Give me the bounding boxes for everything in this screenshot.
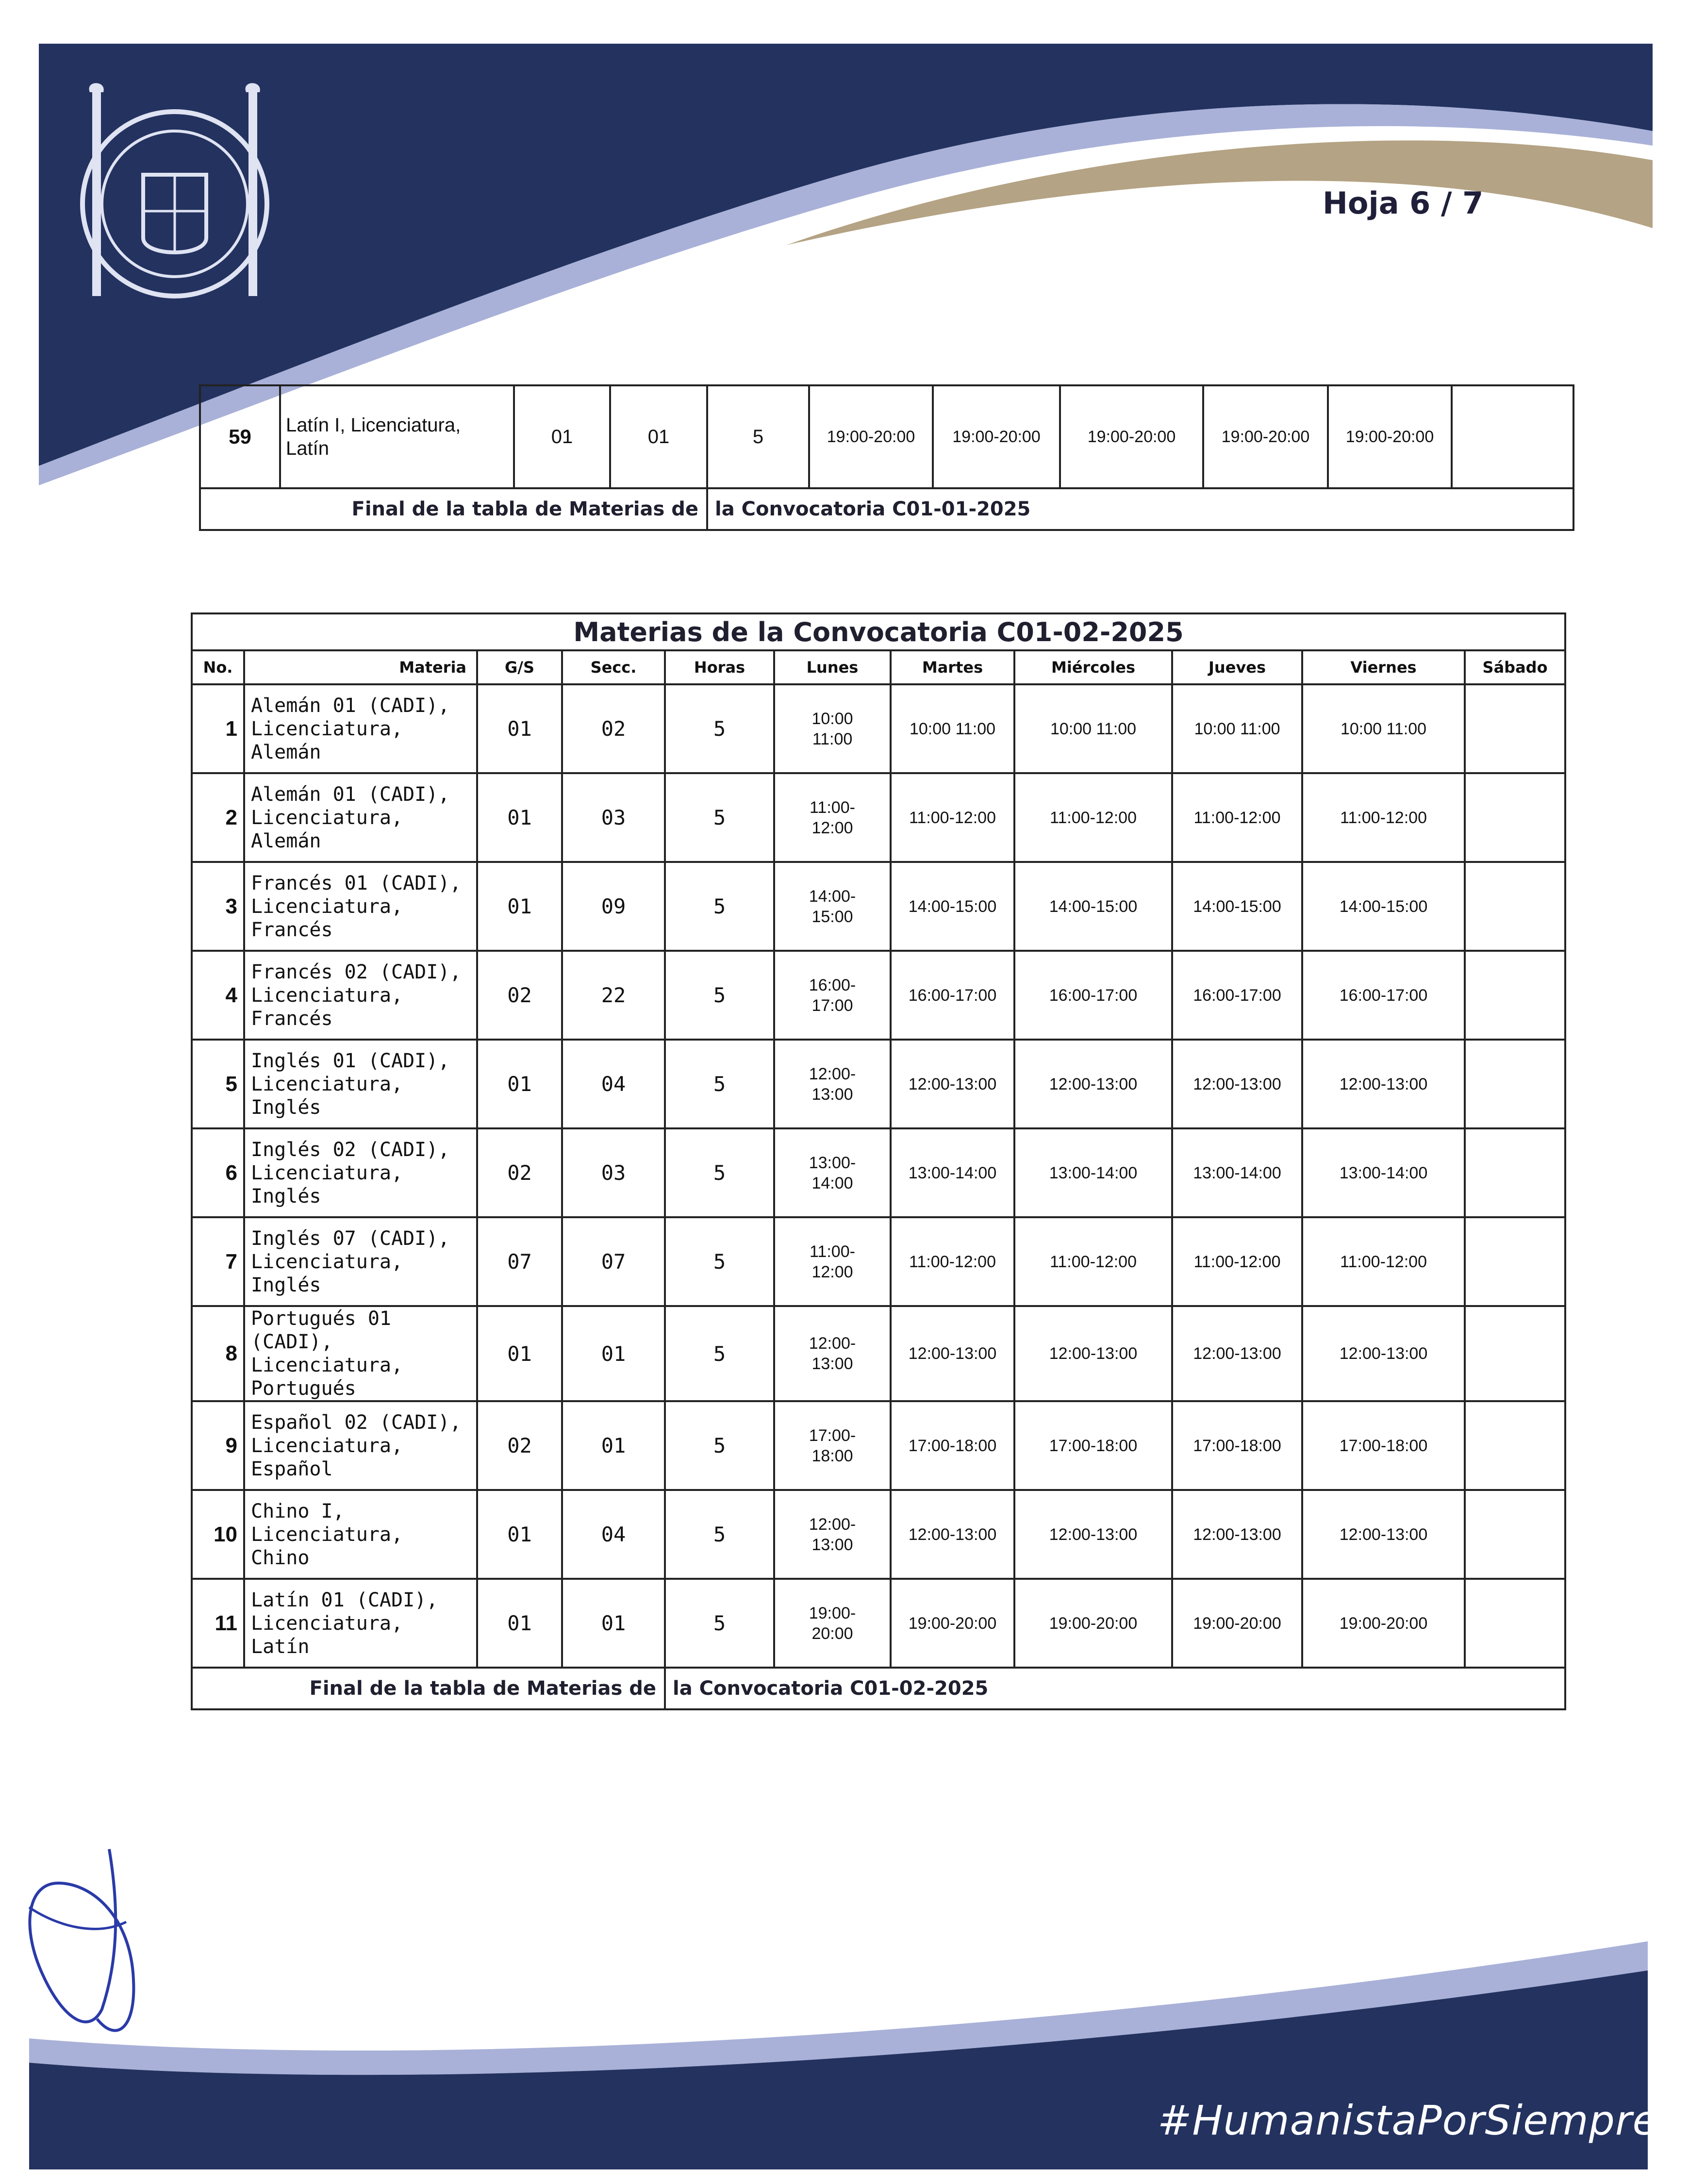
footer-hashtag: #HumanistaPorSiempre	[1158, 2097, 1658, 2144]
wednesday-cell: 12:00-13:00	[1014, 1490, 1172, 1579]
signature	[30, 1849, 133, 2031]
tuesday-cell: 12:00-13:00	[891, 1490, 1014, 1579]
wednesday-cell: 12:00-13:00	[1014, 1306, 1172, 1401]
group-cell: 02	[477, 951, 562, 1040]
row-number: 6	[192, 1128, 244, 1217]
wednesday-cell: 10:00 11:00	[1014, 684, 1172, 773]
header-materia: Materia	[244, 650, 477, 684]
header-horas: Horas	[665, 650, 774, 684]
wednesday-cell: 11:00-12:00	[1014, 773, 1172, 862]
saturday-cell	[1465, 1040, 1565, 1128]
tuesday-cell: 19:00-20:00	[891, 1579, 1014, 1668]
group-cell: 01	[514, 385, 610, 488]
friday-cell: 19:00-20:00	[1328, 385, 1452, 488]
friday-cell: 11:00-12:00	[1302, 1217, 1465, 1306]
group-cell: 01	[477, 1306, 562, 1401]
group-cell: 02	[477, 1401, 562, 1490]
monday-cell: 11:00-12:00	[774, 1217, 891, 1306]
subject-name: Español 02 (CADI), Licenciatura, Español	[244, 1401, 477, 1490]
subject-name: Francés 02 (CADI), Licenciatura, Francés	[244, 951, 477, 1040]
hours-cell: 5	[665, 1040, 774, 1128]
group-cell: 01	[477, 1579, 562, 1668]
section-cell: 03	[562, 1128, 665, 1217]
hours-cell: 5	[665, 1490, 774, 1579]
friday-cell: 12:00-13:00	[1302, 1040, 1465, 1128]
table-end-label-left: Final de la tabla de Materias de	[200, 488, 707, 530]
saturday-cell	[1452, 385, 1573, 488]
row-number: 11	[192, 1579, 244, 1668]
hours-cell: 5	[665, 862, 774, 951]
table-row	[200, 385, 1573, 488]
monday-cell: 10:00 11:00	[774, 684, 891, 773]
table-row	[192, 1401, 1565, 1490]
thursday-cell: 19:00-20:00	[1172, 1579, 1302, 1668]
wednesday-cell: 16:00-17:00	[1014, 951, 1172, 1040]
table-row	[192, 1128, 1565, 1217]
row-number: 59	[200, 385, 280, 488]
saturday-cell	[1465, 1128, 1565, 1217]
header-martes: Martes	[891, 650, 1014, 684]
group-cell: 02	[477, 1128, 562, 1217]
monday-cell: 11:00-12:00	[774, 773, 891, 862]
saturday-cell	[1465, 684, 1565, 773]
subject-name: Latín I, Licenciatura, Latín	[280, 385, 514, 488]
table-header-row	[192, 650, 1565, 684]
thursday-cell: 10:00 11:00	[1172, 684, 1302, 773]
subject-name: Inglés 07 (CADI), Licenciatura, Inglés	[244, 1217, 477, 1306]
group-cell: 01	[477, 1490, 562, 1579]
table-end-label-right: la Convocatoria C01-02-2025	[665, 1668, 1565, 1709]
header-sabado: Sábado	[1465, 650, 1565, 684]
section-cell: 01	[562, 1306, 665, 1401]
thursday-cell: 12:00-13:00	[1172, 1490, 1302, 1579]
monday-cell: 16:00-17:00	[774, 951, 891, 1040]
section-cell: 09	[562, 862, 665, 951]
subjects-table	[191, 612, 1566, 1710]
section-cell: 01	[562, 1401, 665, 1490]
wednesday-cell: 11:00-12:00	[1014, 1217, 1172, 1306]
wednesday-cell: 19:00-20:00	[1014, 1579, 1172, 1668]
table-end-row	[200, 488, 1573, 530]
thursday-cell: 19:00-20:00	[1203, 385, 1328, 488]
row-number: 5	[192, 1040, 244, 1128]
monday-cell: 13:00-14:00	[774, 1128, 891, 1217]
friday-cell: 13:00-14:00	[1302, 1128, 1465, 1217]
header-lunes: Lunes	[774, 650, 891, 684]
section-cell: 03	[562, 773, 665, 862]
wednesday-cell: 13:00-14:00	[1014, 1128, 1172, 1217]
monday-cell: 12:00-13:00	[774, 1490, 891, 1579]
row-number: 4	[192, 951, 244, 1040]
tuesday-cell: 12:00-13:00	[891, 1306, 1014, 1401]
subject-name: Alemán 01 (CADI), Licenciatura, Alemán	[244, 684, 477, 773]
table-row	[192, 862, 1565, 951]
tuesday-cell: 12:00-13:00	[891, 1040, 1014, 1128]
wednesday-cell: 12:00-13:00	[1014, 1040, 1172, 1128]
saturday-cell	[1465, 1579, 1565, 1668]
group-cell: 07	[477, 1217, 562, 1306]
subject-name: Latín 01 (CADI), Licenciatura, Latín	[244, 1579, 477, 1668]
subject-name: Inglés 02 (CADI), Licenciatura, Inglés	[244, 1128, 477, 1217]
hours-cell: 5	[665, 1579, 774, 1668]
row-number: 2	[192, 773, 244, 862]
row-number: 10	[192, 1490, 244, 1579]
hours-cell: 5	[665, 773, 774, 862]
thursday-cell: 17:00-18:00	[1172, 1401, 1302, 1490]
row-number: 3	[192, 862, 244, 951]
tuesday-cell: 19:00-20:00	[933, 385, 1060, 488]
thursday-cell: 11:00-12:00	[1172, 773, 1302, 862]
table-row	[192, 684, 1565, 773]
group-cell: 01	[477, 773, 562, 862]
row-number: 7	[192, 1217, 244, 1306]
table-row	[192, 1306, 1565, 1401]
hours-cell: 5	[665, 951, 774, 1040]
monday-cell: 12:00-13:00	[774, 1040, 891, 1128]
section-cell: 07	[562, 1217, 665, 1306]
friday-cell: 19:00-20:00	[1302, 1579, 1465, 1668]
friday-cell: 10:00 11:00	[1302, 684, 1465, 773]
thursday-cell: 12:00-13:00	[1172, 1306, 1302, 1401]
friday-cell: 11:00-12:00	[1302, 773, 1465, 862]
hours-cell: 5	[707, 385, 809, 488]
table-end-label-right: la Convocatoria C01-01-2025	[707, 488, 1573, 530]
wednesday-cell: 17:00-18:00	[1014, 1401, 1172, 1490]
saturday-cell	[1465, 862, 1565, 951]
tuesday-cell: 11:00-12:00	[891, 1217, 1014, 1306]
hours-cell: 5	[665, 684, 774, 773]
section-cell: 02	[562, 684, 665, 773]
group-cell: 01	[477, 684, 562, 773]
wednesday-cell: 14:00-15:00	[1014, 862, 1172, 951]
table-end-label-left: Final de la tabla de Materias de	[192, 1668, 665, 1709]
header-no: No.	[192, 650, 244, 684]
table-row	[192, 951, 1565, 1040]
saturday-cell	[1465, 1306, 1565, 1401]
page-number: Hoja 6 / 7	[1323, 185, 1484, 221]
saturday-cell	[1465, 1401, 1565, 1490]
friday-cell: 17:00-18:00	[1302, 1401, 1465, 1490]
hours-cell: 5	[665, 1128, 774, 1217]
section-cell: 01	[610, 385, 707, 488]
saturday-cell	[1465, 951, 1565, 1040]
thursday-cell: 14:00-15:00	[1172, 862, 1302, 951]
subject-name: Francés 01 (CADI), Licenciatura, Francés	[244, 862, 477, 951]
tuesday-cell: 17:00-18:00	[891, 1401, 1014, 1490]
tuesday-cell: 10:00 11:00	[891, 684, 1014, 773]
friday-cell: 12:00-13:00	[1302, 1490, 1465, 1579]
section-cell: 22	[562, 951, 665, 1040]
hours-cell: 5	[665, 1217, 774, 1306]
header-viernes: Viernes	[1302, 650, 1465, 684]
header-secc: Secc.	[562, 650, 665, 684]
header-miercoles: Miércoles	[1014, 650, 1172, 684]
friday-cell: 14:00-15:00	[1302, 862, 1465, 951]
thursday-cell: 16:00-17:00	[1172, 951, 1302, 1040]
group-cell: 01	[477, 1040, 562, 1128]
monday-cell: 19:00-20:00	[809, 385, 933, 488]
subject-name: Inglés 01 (CADI), Licenciatura, Inglés	[244, 1040, 477, 1128]
group-cell: 01	[477, 862, 562, 951]
table-title: Materias de la Convocatoria C01-02-2025	[192, 613, 1565, 650]
previous-subjects-table	[199, 384, 1574, 531]
friday-cell: 12:00-13:00	[1302, 1306, 1465, 1401]
row-number: 9	[192, 1401, 244, 1490]
table-row	[192, 1490, 1565, 1579]
tuesday-cell: 13:00-14:00	[891, 1128, 1014, 1217]
hours-cell: 5	[665, 1306, 774, 1401]
friday-cell: 16:00-17:00	[1302, 951, 1465, 1040]
tuesday-cell: 14:00-15:00	[891, 862, 1014, 951]
thursday-cell: 13:00-14:00	[1172, 1128, 1302, 1217]
table-title-row	[192, 613, 1565, 650]
monday-cell: 14:00-15:00	[774, 862, 891, 951]
monday-cell: 12:00-13:00	[774, 1306, 891, 1401]
table-row	[192, 1217, 1565, 1306]
saturday-cell	[1465, 773, 1565, 862]
subject-name: Portugués 01 (CADI), Licenciatura, Portugués	[244, 1306, 477, 1401]
hours-cell: 5	[665, 1401, 774, 1490]
section-cell: 04	[562, 1040, 665, 1128]
header-jueves: Jueves	[1172, 650, 1302, 684]
thursday-cell: 11:00-12:00	[1172, 1217, 1302, 1306]
thursday-cell: 12:00-13:00	[1172, 1040, 1302, 1128]
tuesday-cell: 11:00-12:00	[891, 773, 1014, 862]
table-row	[192, 773, 1565, 862]
section-cell: 01	[562, 1579, 665, 1668]
saturday-cell	[1465, 1217, 1565, 1306]
subject-name: Chino I, Licenciatura, Chino	[244, 1490, 477, 1579]
monday-cell: 17:00-18:00	[774, 1401, 891, 1490]
wednesday-cell: 19:00-20:00	[1060, 385, 1203, 488]
row-number: 1	[192, 684, 244, 773]
monday-cell: 19:00-20:00	[774, 1579, 891, 1668]
table-end-row	[192, 1668, 1565, 1709]
tuesday-cell: 16:00-17:00	[891, 951, 1014, 1040]
saturday-cell	[1465, 1490, 1565, 1579]
subject-name: Alemán 01 (CADI), Licenciatura, Alemán	[244, 773, 477, 862]
header-gs: G/S	[477, 650, 562, 684]
row-number: 8	[192, 1306, 244, 1401]
university-seal-icon	[70, 83, 279, 311]
table-row	[192, 1040, 1565, 1128]
section-cell: 04	[562, 1490, 665, 1579]
table-row	[192, 1579, 1565, 1668]
